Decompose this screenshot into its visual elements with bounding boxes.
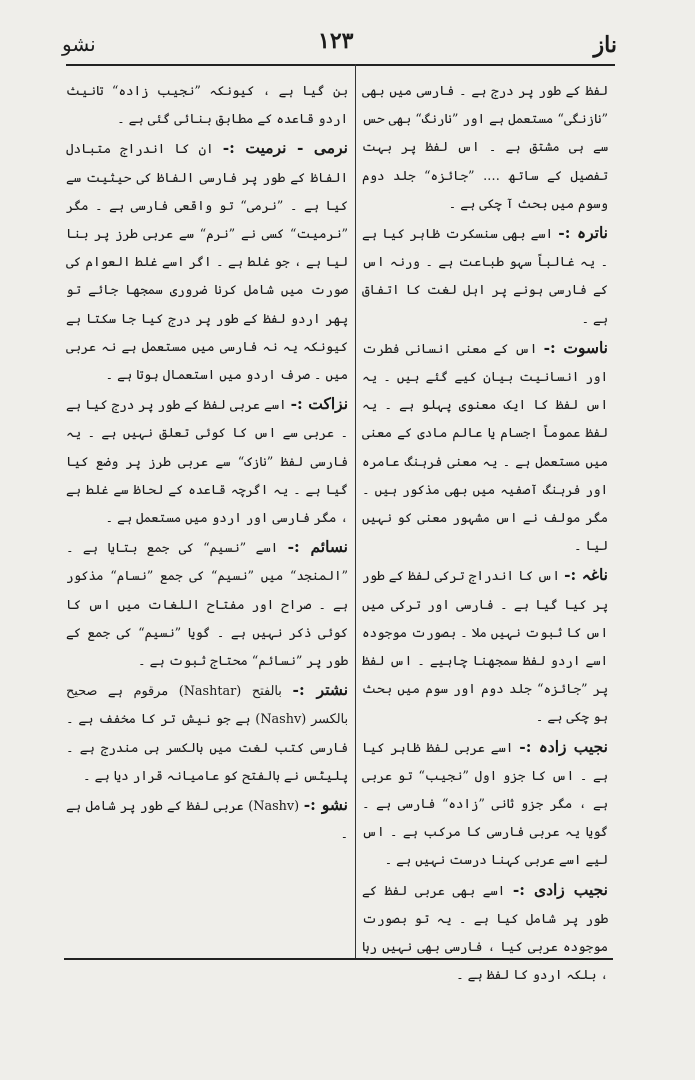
header-rule <box>66 64 615 66</box>
entry-headword: نجیب زادی :- <box>512 879 608 899</box>
entry-headword: نشتر :- <box>292 680 349 700</box>
entry-headword: نشو :- <box>303 795 348 815</box>
entry-najib-zadi <box>362 876 608 991</box>
entry-text: ان کا اندراج متبادل الفاظ کے طور پر فارسی الفاظ کی حیثیت سے کیا ہے ۔ ”نرمی“ تو واقعی فارسی ہے ۔ مگر ”نرمیت“ کسی نے ”نرم“ سے عربی طرز پر بنا لیا ہے ، جو غلط ہے ۔ اگر اسے غلط العوام کی صورت میں شامل کرنا ضروری سمجھا جائے تو پھر اردو لفظ کے طور پر درج کیا جا سکتا ہے کیونکہ یہ نہ فارسی میں مستعمل ہے نہ عربی میں ۔ صرف اردو میں استعمال ہوتا ہے ۔ <box>66 142 348 384</box>
entry-continuation <box>66 78 348 134</box>
entry-text: اسے ”نسیم“ کی جمع بتایا ہے ۔ ”المنجد“ میں ”نسیم“ کی جمع ”نسام“ مذکور ہے ۔ صراح اور مفتاح اللغات میں اس کا کوئی ذکر نہیں ہے ۔ گویا ”نسیم“ کی جمع کے طور پر ”نسائم“ محتاج ثبوت ہے ۔ <box>66 541 348 670</box>
entry-text: لفظ کے طور پر درج ہے ۔ فارسی میں بھی ”نازنگی“ مستعمل ہے اور ”نارنگ“ بھی حس سے ہی مشتق ہے ۔ اس لفظ پر بہت تفصیل کے ساتھ …. ”جائزہ“ جلد دوم وسوم میں بحث آ چکی ہے ۔ <box>362 84 608 212</box>
entry-text: اسے عربی لفظ ظاہر کیا ہے ۔ اس کا جزو اول ”نجیب“ تو عربی ہے ، مگر جزو ثانی ”زادہ“ فارسی ہے ۔ گویا یہ عربی فارسی کا مرکب ہے ۔ اس لیے اسے عربی کہنا درست نہیں ہے ۔ <box>362 740 608 869</box>
entry-continuation <box>362 78 608 219</box>
entry-natra <box>362 219 608 334</box>
entry-text: اسے بھی سنسکرت ظاہر کیا ہے ۔ یہ غالباً سہو طباعت ہے ۔ ورنہ اس کے فارسی ہونے پر اہل لغت کا اتفاق ہے ۔ <box>362 227 608 327</box>
entry-headword: ناترہ :- <box>558 223 608 243</box>
column-divider <box>355 64 356 958</box>
entry-headword: نسائم :- <box>287 537 348 557</box>
entry-nashv <box>66 791 348 849</box>
entry-headword: نجیب زادہ :- <box>519 736 608 756</box>
entry-headword: نرمی - نرمیت :- <box>222 138 348 158</box>
right-column <box>362 78 608 984</box>
entry-nasaim <box>66 533 348 676</box>
entry-headword: ناغہ :- <box>564 565 608 585</box>
page-header <box>0 24 695 64</box>
entry-narmi <box>66 134 348 390</box>
entry-text: اسے بھی عربی لفظ کے طور پر شامل کیا ہے ۔ یہ تو بصورت موجودہ عربی کیا ، فارسی بھی نہیں رہا ، بلکہ اردو کا لفظ ہے ۔ <box>362 883 608 984</box>
entry-nasut <box>362 334 608 562</box>
header-catchword-left: نشو <box>62 32 96 56</box>
entry-text: اس کا اندراج ترکی لفظ کے طور پر کیا گیا ہے ۔ فارسی اور ترکی میں اس کا ثبوت نہیں ملا ۔ بصورت موجودہ اسے اردو لفظ سمجھنا چاہیے ۔ اس لفظ پر ”جائزہ“ جلد دوم اور سوم میں بحث ہو چکی ہے ۔ <box>362 569 608 726</box>
page-number: ۱۲۳ <box>318 28 354 54</box>
entry-text: اسے عربی لفظ کے طور پر درج کیا ہے ۔ عربی سے اس کا کوئی تعلق نہیں ہے ۔ یہ فارسی لفظ ”نازک“ سے عربی طرز پر وضع کیا گیا ہے ۔ یہ اگرچہ قاعدہ کے لحاظ سے غلط ہے ، مگر فارسی اور اردو میں مستعمل ہے ۔ <box>66 398 348 527</box>
entry-text: بن گیا ہے ، کیونکہ ”نجیب زادہ“ تانیث اردو قاعدہ کے مطابق بنائی گئی ہے ۔ <box>66 84 348 128</box>
entry-headword: ناسوت :- <box>543 337 608 357</box>
header-catchword-right: ناز <box>593 32 617 58</box>
entry-headword: نزاکت :- <box>290 394 349 414</box>
entry-nashtar <box>66 676 348 791</box>
left-column <box>66 78 348 948</box>
entry-text: (Nashv) عربی لفظ کے طور پر شامل ہے ۔ <box>66 799 348 843</box>
entry-text: بالفتح (Nashtar) مرقوم ہے صحیح بالکسر (Nashv) ہے جو نیش تر کا مخفف ہے ۔ فارسی کتب لغت میں بالکسر ہی مندرج ہے ۔ پلیٹس نے بالفتح کو عامیانہ قرار دیا ہے ۔ <box>66 684 349 784</box>
entry-nazakat <box>66 390 348 533</box>
entry-text: اس کے معنی انسانی فطرت اور انسانیت بیان کیے گئے ہیں ۔ یہ اس لفظ کا ایک معنوی پہلو ہے ۔ یہ لفظ عموماً اجسام یا عالم مادی کے معنی میں مستعمل ہے ۔ یہ معنی فرہنگ عامرہ اور فرہنگ آصفیہ میں بھی مذکور ہیں ۔ مگر مولف نے اس مشہور معنی کو نہیں لیا ۔ <box>362 341 608 555</box>
entry-nagha <box>362 561 608 732</box>
entry-najib-zada <box>362 733 608 876</box>
